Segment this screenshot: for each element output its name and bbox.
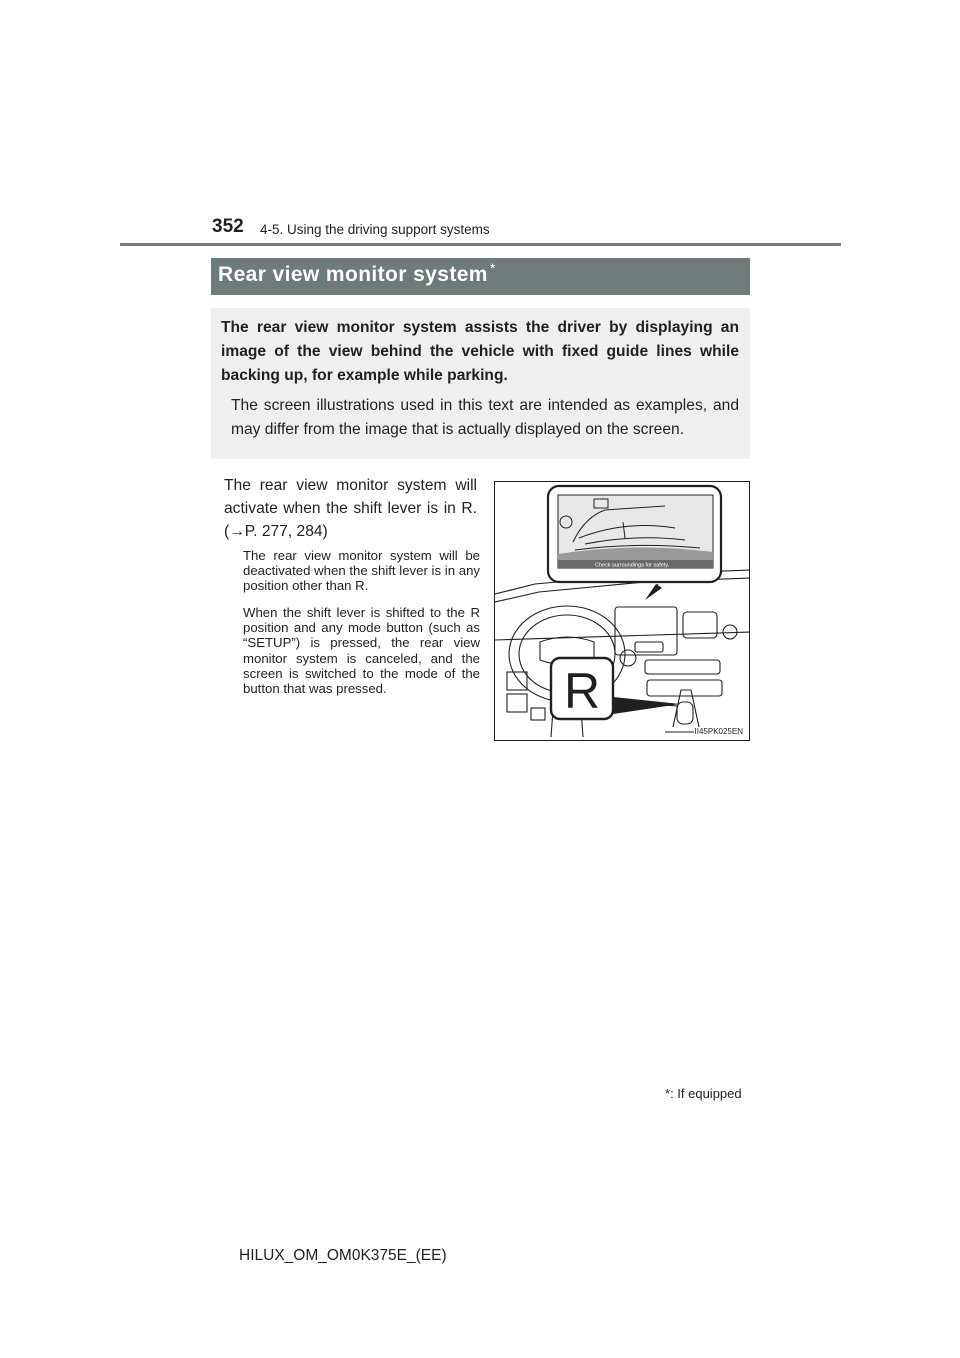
header-rule [120,243,841,246]
shift-letter: R [563,663,601,719]
dashboard-illustration [494,481,750,741]
section-title: 4-5. Using the driving support systems [260,222,490,237]
title-asterisk: * [489,260,496,276]
intro-bold-text: The rear view monitor system assists the driver by displaying an image of the view behind the vehicle with fixed guide lines while backing up, for example while parking. [221,319,739,384]
footnote [665,1086,742,1101]
page-number: 352 [212,216,244,237]
footnote-text: : If equipped [670,1086,742,1101]
figure-code: II45PK025EN [694,727,743,736]
intro-box [211,308,750,459]
screen-pointer [645,584,662,600]
body-note-cancel: When the shift lever is shifted to the R position and any mode button (such as “SETUP”) is pressed, the rear view monitor system is canceled, and the screen is switched to the mode of the button that was pressed. [243,605,480,697]
body-note-deactivate: The rear view monitor system will be deactivated when the shift lever is in any position other than R. [243,548,480,594]
page-title: Rear view monitor system [218,263,488,286]
body-main-text: The rear view monitor system will activate when the shift lever is in R. (→P. 277, 284) [224,477,477,540]
title-bar [211,258,750,295]
footer-doc-id: HILUX_OM_OM0K375E_(EE) [239,1247,447,1264]
dashboard-drawing [495,482,750,741]
footnote-asterisk: * [665,1086,671,1101]
intro-note-text: The screen illustrations used in this text are intended as examples, and may differ from the image that is actually displayed on the screen. [231,397,739,438]
screen-caption: Check surroundings for safety. [595,562,670,569]
